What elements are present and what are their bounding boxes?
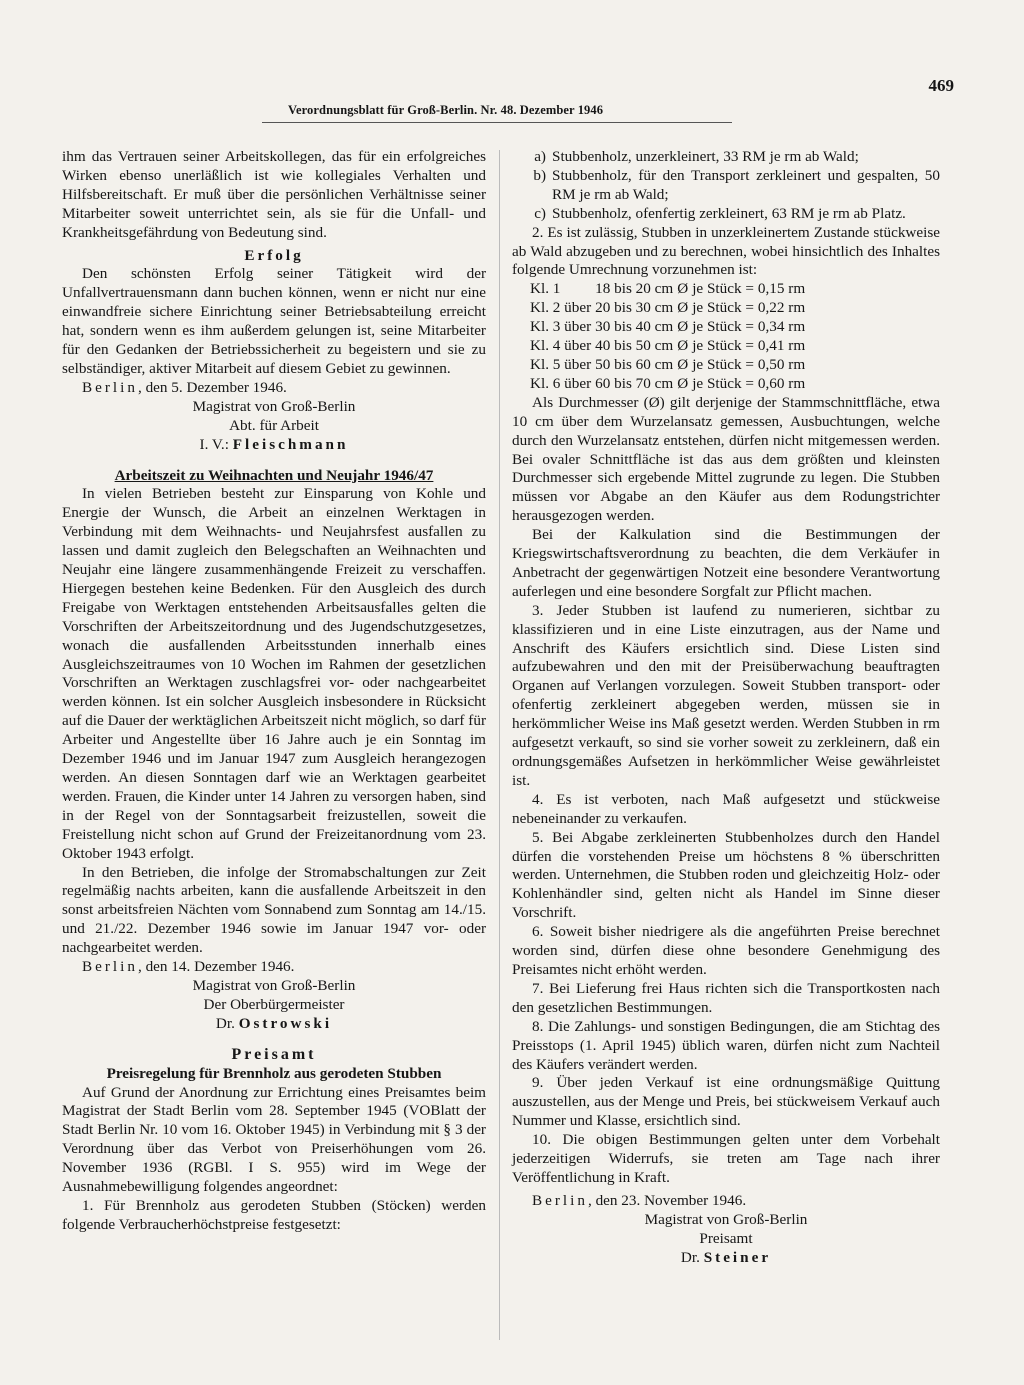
table-row bbox=[530, 356, 809, 375]
class-unit: je Stück = bbox=[692, 280, 754, 298]
signature-date-line bbox=[512, 1192, 940, 1211]
class-value: 0,60 rm bbox=[757, 374, 806, 392]
signature-line-1: Magistrat von Groß-Berlin bbox=[192, 397, 356, 415]
diameter-symbol: Ø bbox=[677, 337, 689, 355]
signature-date-line bbox=[62, 379, 486, 398]
signature-prefix: Dr. bbox=[680, 1248, 700, 1266]
class-value: 0,15 rm bbox=[757, 280, 806, 298]
price-item-label: a) bbox=[534, 148, 546, 165]
class-range: 30 bis 40 cm bbox=[595, 318, 674, 336]
class-unit: je Stück = bbox=[692, 355, 754, 373]
price-item bbox=[512, 167, 940, 205]
class-value: 0,22 rm bbox=[757, 299, 806, 317]
signature-prefix: I. V.: bbox=[199, 435, 229, 453]
signature-name: Fleischmann bbox=[232, 435, 349, 453]
class-label: Kl. 4 über bbox=[530, 337, 592, 355]
intro-paragraph: ihm das Vertrauen seiner Arbeitskollegen, das für ein erfolgreiches Wirken ebenso unerläßlich ist wie kollegiales Verhalten und Hilfsbereitschaft. Er muß über die persönlichen Verhältnisse seiner Mitarbeiter soweit unterrichtet sein, als sie für die Unfall- und Krankheitsgefährdung von Bedeutung sind. bbox=[62, 148, 486, 241]
signature-line-2: Preisamt bbox=[699, 1229, 753, 1247]
paragraph-2: 2. Es ist zulässig, Stubben in unzerkleinertem Zustande stückweise ab Wald abzugeben und zu berechnen, wobei hinsichtlich des Inhaltes folgende Umrechnung vorzunehmen ist: bbox=[512, 223, 940, 279]
class-unit: je Stück = bbox=[692, 337, 754, 355]
page-number: 469 bbox=[928, 76, 954, 95]
body-paragraph: 7. Bei Lieferung frei Haus richten sich die Transportkosten nach den gesetzlichen Bestimmungen. bbox=[512, 979, 940, 1016]
signature-place: Berlin bbox=[532, 1191, 588, 1209]
running-header: Verordnungsblatt für Groß-Berlin. Nr. 48. Dezember 1946 bbox=[288, 103, 604, 117]
price-item-text: Stubbenholz, ofenfertig zerkleinert, 63 RM je rm ab Platz. bbox=[552, 204, 906, 222]
class-label: Kl. 2 über bbox=[530, 299, 592, 317]
body-paragraph: 5. Bei Abgabe zerkleinerten Stubbenholzes durch den Handel dürfen die vorstehenden Preise um höchstens 8 % überschritten werden. Unternehmen, die Stubben roden und gleichzeitig Holz- oder Kohlenhändler sind, gelten nicht als Handel im Sinne dieser Vorschrift. bbox=[512, 828, 940, 922]
right-column bbox=[512, 148, 940, 1267]
table-row bbox=[530, 375, 809, 394]
table-row bbox=[530, 318, 809, 337]
table-row bbox=[530, 299, 809, 318]
diameter-symbol: Ø bbox=[677, 355, 689, 373]
class-range: 20 bis 30 cm bbox=[595, 299, 674, 317]
signature-prefix: Dr. bbox=[215, 1014, 235, 1032]
class-label: Kl. 3 über bbox=[530, 318, 592, 336]
diameter-symbol: Ø bbox=[677, 280, 689, 298]
body-paragraph: 9. Über jeden Verkauf ist eine ordnungsmäßige Quittung auszustellen, aus der Menge und Preis, bei stückweisem Verkauf auch Nummer und Klasse, ersichtlich sind. bbox=[512, 1074, 940, 1130]
preisregelung-paragraph: 1. Für Brennholz aus gerodeten Stubben (Stöcken) werden folgende Verbraucherhöchstpreise festgesetzt: bbox=[62, 1196, 486, 1233]
class-unit: je Stück = bbox=[692, 299, 754, 317]
signature-name: Steiner bbox=[703, 1248, 772, 1266]
price-item-text: Stubbenholz, für den Transport zerkleinert und gespalten, 50 RM je rm ab Wald; bbox=[552, 166, 940, 203]
signature-date: , den 14. Dezember 1946. bbox=[137, 958, 295, 976]
body-paragraph: Bei der Kalkulation sind die Bestimmungen der Kriegswirtschaftsverordnung zu beachten, die dem Verkäufer in Anbetracht der gegenwärtigen Notzeit eine besondere Verantwortung auferlegen und eine besondere Sorgfalt zur Pflicht machen. bbox=[512, 526, 940, 600]
class-label: Kl. 1 bbox=[530, 280, 561, 298]
signature-name: Ostrowski bbox=[238, 1014, 333, 1032]
class-range: 60 bis 70 cm bbox=[595, 374, 674, 392]
preisamt-heading: Preisamt bbox=[231, 1045, 317, 1063]
signature-line-3 bbox=[512, 1249, 940, 1268]
signature-line-1: Magistrat von Groß-Berlin bbox=[644, 1210, 808, 1228]
arbeitszeit-paragraph: In vielen Betrieben besteht zur Einsparung von Kohle und Energie der Wunsch, die Arbeit an einzelnen Werktagen in Verbindung mit dem Weihnachts- und Neujahrsfest ausfallen zu lassen und damit zugleich den Belegschaften an Weihnachten und Neujahr eine längere zusammenhängende Freizeit zu verschaffen. Hiergegen bestehen keine Bedenken. Für den Ausgleich des durch Freigabe von Werktagen entstehenden Arbeitsausfalles gelten die Vorschriften der Arbeitszeitordnung und des Jugendschutzgesetzes, wonach die ausfallenden Arbeitsstunden innerhalb eines Ausgleichszeitraumes von 10 Wochen im Rahmen der gesetzlichen Vorschriften an Werktagen zuschlagsfrei vor- oder nachgearbeitet werden können. Ist ein solcher Ausgleich insbesondere in Rücksicht auf die Dauer der werktäglichen Arbeitszeit nicht möglich, so darf für Arbeiter und Angestellte über 16 Jahre auch je ein Sonntag im Dezember 1946 und im Januar 1947 zum Ausgleich herangezogen werden. An diesen Sonntagen darf wie an Werktagen gearbeitet werden. Frauen, die Kinder unter 14 Jahren zu versorgen haben, sind in der Regel von der Sonntagsarbeit freizustellen, soweit die Freistellung nicht schon auf Grund der Freizeitanordnung vom 23. Oktober 1943 erfolgt. bbox=[62, 485, 486, 862]
signature-line-2: Abt. für Arbeit bbox=[229, 416, 319, 434]
body-paragraph: 8. Die Zahlungs- und sonstigen Bedingungen, die am Stichtag des Preisstops (1. April 1945) üblich waren, dürfen nicht zum Nachteil des Käufers verändert werden. bbox=[512, 1017, 940, 1073]
price-item-text: Stubbenholz, unzerkleinert, 33 RM je rm ab Wald; bbox=[552, 148, 859, 165]
header-rule bbox=[262, 122, 732, 123]
price-item bbox=[512, 205, 940, 224]
body-paragraph: 10. Die obigen Bestimmungen gelten unter dem Vorbehalt jederzeitigen Widerrufs, sie treten am Tage nach ihrer Veröffentlichung in Kraft. bbox=[512, 1131, 940, 1186]
signature-date: , den 23. November 1946. bbox=[587, 1191, 747, 1209]
arbeitszeit-paragraph: In den Betrieben, die infolge der Stromabschaltungen zur Zeit regelmäßig nachts arbeiten, kann die ausfallende Arbeitszeit in den sonst arbeitsfreien Nächten vom Sonnabend zum Sonntag am 14./15. und 21./22. Dezember 1946 sowie im Januar 1947 vor- oder nachgearbeitet werden. bbox=[62, 863, 486, 957]
class-label: Kl. 5 über bbox=[530, 355, 592, 373]
preisregelung-heading: Preisregelung für Brennholz aus gerodeten Stubben bbox=[106, 1064, 442, 1082]
body-paragraph: 4. Es ist verboten, nach Maß aufgesetzt und stückweise nebeneinander zu verkaufen. bbox=[512, 790, 940, 827]
class-label: Kl. 6 über bbox=[530, 374, 592, 392]
body-paragraph: 3. Jeder Stubben ist laufend zu numerieren, sichtbar zu klassifizieren und in eine Liste einzutragen, aus der Name und Anschrift des Käufers ersichtlich sind. Diese Listen sind aufzubewahren und den mit der Preisüberwachung beauftragten Organen auf Verlangen vorzulegen. Soweit Stubben transport- oder ofenfertig zerkleinert abgegeben werden, müssen sie in herkömmlicher Weise ins Maß gesetzt werden. Werden Stubben in rm aufgesetzt verkauft, so sind sie vorher soweit zu zerkleinern, daß ein ordnungsgemäßes Aufsetzen in herkömmlicher Weise gewährleistet ist. bbox=[512, 601, 940, 789]
signature-line-2: Der Oberbürgermeister bbox=[203, 995, 345, 1013]
column-divider bbox=[499, 150, 500, 1340]
signature-place: Berlin bbox=[82, 378, 138, 396]
preisregelung-paragraph: Auf Grund der Anordnung zur Errichtung eines Preisamtes beim Magistrat der Stadt Berlin vom 28. September 1945 (VOBlatt der Stadt Berlin Nr. 10 vom 16. Oktober 1945) in Verbindung mit § 3 der Verordnung über das Verbot von Preiserhöhungen vom 26. November 1936 (RGBl. I S. 955) wird im Wege der Ausnahmebewilligung folgendes angeordnet: bbox=[62, 1083, 486, 1196]
signature-date: , den 5. Dezember 1946. bbox=[137, 378, 287, 396]
signature-date-line bbox=[62, 958, 486, 977]
signature-line-3 bbox=[62, 1015, 486, 1034]
class-value: 0,50 rm bbox=[757, 355, 806, 373]
erfolg-paragraph: Den schönsten Erfolg seiner Tätigkeit wird der Unfallvertrauensmann dann buchen können, wenn er nicht nur eine einwandfreie sichere Einrichtung seiner Betriebsabteilung erreicht hat, sondern wenn es ihm außerdem gelungen ist, seine Mitarbeiter für den Gedanken der Betriebssicherheit zu begeistern und sie zu selbständiger, aktiver Mitarbeit auf diesem Gebiet zu gewinnen. bbox=[62, 265, 486, 377]
table-row bbox=[530, 337, 809, 356]
body-paragraph: 6. Soweit bisher niedrigere als die angeführten Preise berechnet worden sind, dürfen diese ohne besondere Genehmigung des Preisamtes nicht erhöht werden. bbox=[512, 923, 940, 978]
diameter-symbol: Ø bbox=[677, 318, 689, 336]
body-paragraph: Als Durchmesser (Ø) gilt derjenige der Stammschnittfläche, etwa 10 cm über dem Wurzelansatz gemessen, Ausbuchtungen, welche durch den Wurzelansatz entstehen, dürfen nicht mitgemessen werden. Bei ovaler Schnittfläche ist das aus dem größten und kleinsten Durchmesser sich ergebende Mittel zugrunde zu legen. Die Stubben müssen vor Abgabe an den Käufer aus dem Rodungstrichter herausgezogen werden. bbox=[512, 393, 940, 525]
price-item-label: c) bbox=[534, 204, 546, 222]
signature-line-3 bbox=[62, 436, 486, 455]
class-range: 50 bis 60 cm bbox=[595, 355, 674, 373]
class-unit: je Stück = bbox=[692, 318, 754, 336]
class-range: 40 bis 50 cm bbox=[595, 337, 674, 355]
signature-place: Berlin bbox=[82, 958, 138, 976]
class-range: 18 bis 20 cm bbox=[595, 280, 674, 298]
arbeitszeit-heading: Arbeitszeit zu Weihnachten und Neujahr 1946/47 bbox=[114, 466, 434, 484]
price-item-label: b) bbox=[533, 166, 546, 184]
class-value: 0,34 rm bbox=[757, 318, 806, 336]
signature-line-1: Magistrat von Groß-Berlin bbox=[192, 976, 356, 994]
class-unit: je Stück = bbox=[692, 374, 754, 392]
diameter-class-table bbox=[530, 280, 809, 393]
diameter-symbol: Ø bbox=[677, 299, 689, 317]
erfolg-heading: Erfolg bbox=[244, 246, 304, 264]
diameter-symbol: Ø bbox=[677, 374, 689, 392]
left-column bbox=[62, 148, 486, 1235]
class-value: 0,41 rm bbox=[757, 337, 806, 355]
price-item bbox=[512, 148, 940, 167]
table-row bbox=[530, 280, 809, 299]
